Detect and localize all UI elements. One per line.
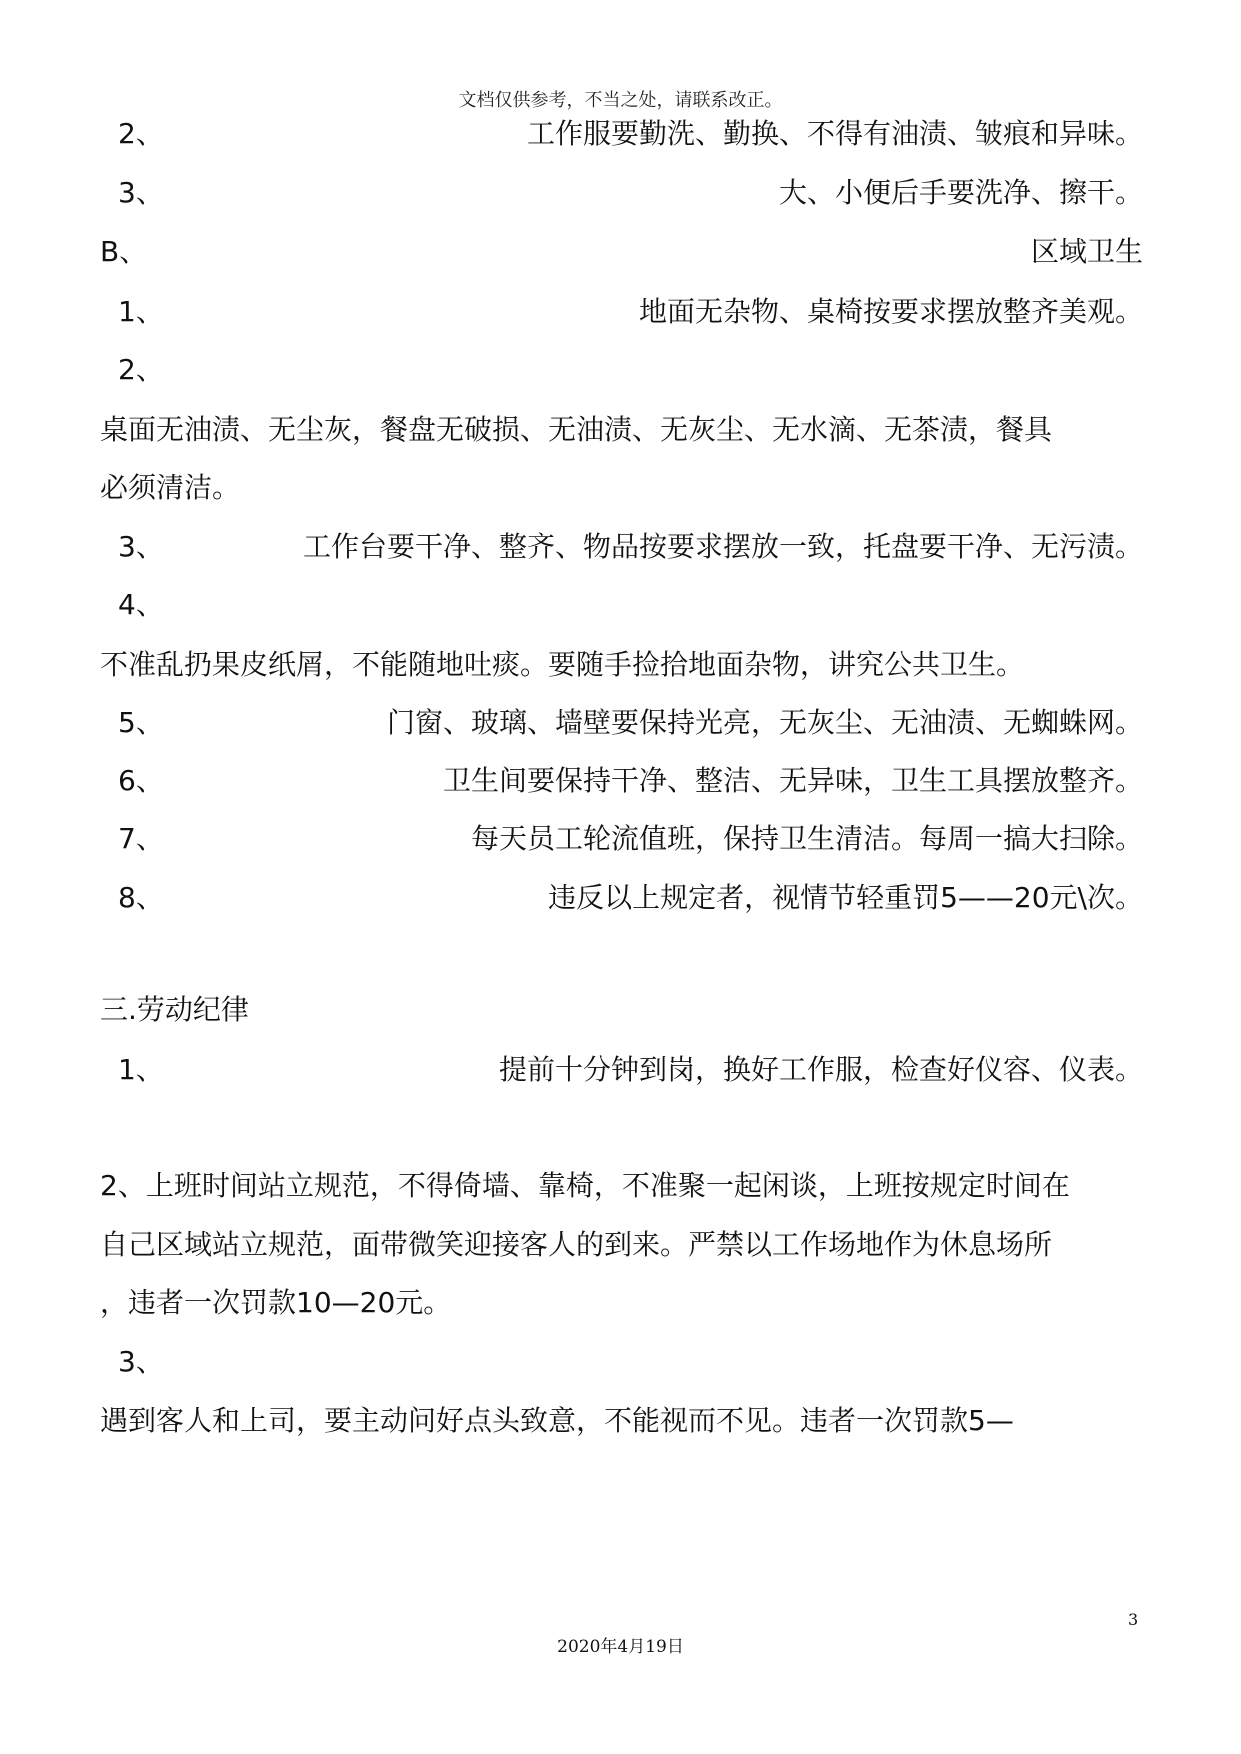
paragraph-line: ，违者一次罚款10—20元。 [100,1286,452,1319]
paragraph-line: 必须清洁。 [100,471,241,504]
list-item [100,345,1143,395]
section-heading-3: 三.劳动纪律 [100,993,249,1026]
list-item [100,522,1143,572]
item-number: 3、 [118,530,164,563]
list-item [100,287,1143,337]
list-item [100,698,1143,748]
paragraph-line: 2、上班时间站立规范，不得倚墙、靠椅，不准聚一起闲谈，上班按规定时间在 [100,1169,1070,1202]
paragraph-line: 自己区域站立规范，面带微笑迎接客人的到来。严禁以工作场地作为休息场所 [100,1228,1053,1261]
item-number: 7、 [118,822,164,855]
paragraph-line: 遇到客人和上司，要主动问好点头致意，不能视而不见。违者一次罚款5— [100,1404,1014,1437]
item-text: 门窗、玻璃、墙壁要保持光亮，无灰尘、无油渍、无蜘蛛网。 [386,706,1143,739]
list-item [100,814,1143,864]
item-number: 2、 [118,353,164,386]
page-number: 3 [1128,1610,1139,1629]
list-item [100,756,1143,806]
item-number: 5、 [118,706,164,739]
footer-date: 2020年4月19日 [557,1637,684,1657]
list-item [100,873,1143,923]
list-item [100,1337,1143,1387]
item-text: 违反以上规定者，视情节轻重罚5——20元\次。 [548,881,1143,914]
item-number: 1、 [118,1053,164,1086]
item-number: 1、 [118,295,164,328]
paragraph-line: 桌面无油渍、无尘灰，餐盘无破损、无油渍、无灰尘、无水滴、无茶渍，餐具 [100,413,1053,446]
list-item [100,168,1143,218]
item-number: 3、 [118,176,164,209]
paragraph-line: 不准乱扔果皮纸屑，不能随地吐痰。要随手捡拾地面杂物，讲究公共卫生。 [100,648,1025,681]
item-text: 每天员工轮流值班，保持卫生清洁。每周一搞大扫除。 [470,822,1143,855]
item-text: 工作服要勤洗、勤换、不得有油渍、皱痕和异味。 [526,117,1143,150]
item-text: 卫生间要保持干净、整洁、无异味，卫生工具摆放整齐。 [442,764,1143,797]
list-item [100,1045,1143,1095]
item-number: 2、 [118,117,164,150]
item-text: 地面无杂物、桌椅按要求摆放整齐美观。 [638,295,1143,328]
header-note: 文档仅供参考，不当之处，请联系改正。 [458,90,783,111]
item-number: 4、 [118,588,164,621]
section-title: 区域卫生 [1030,235,1143,268]
list-item [100,580,1143,630]
section-letter: B、 [100,235,148,268]
item-number: 6、 [118,764,164,797]
list-item [100,109,1143,159]
item-number: 3、 [118,1345,164,1378]
item-text: 提前十分钟到岗，换好工作服，检查好仪容、仪表。 [498,1053,1143,1086]
section-heading-b [100,227,1143,277]
item-number: 8、 [118,881,164,914]
item-text: 工作台要干净、整齐、物品按要求摆放一致，托盘要干净、无污渍。 [302,530,1143,563]
item-text: 大、小便后手要洗净、擦干。 [778,176,1143,209]
